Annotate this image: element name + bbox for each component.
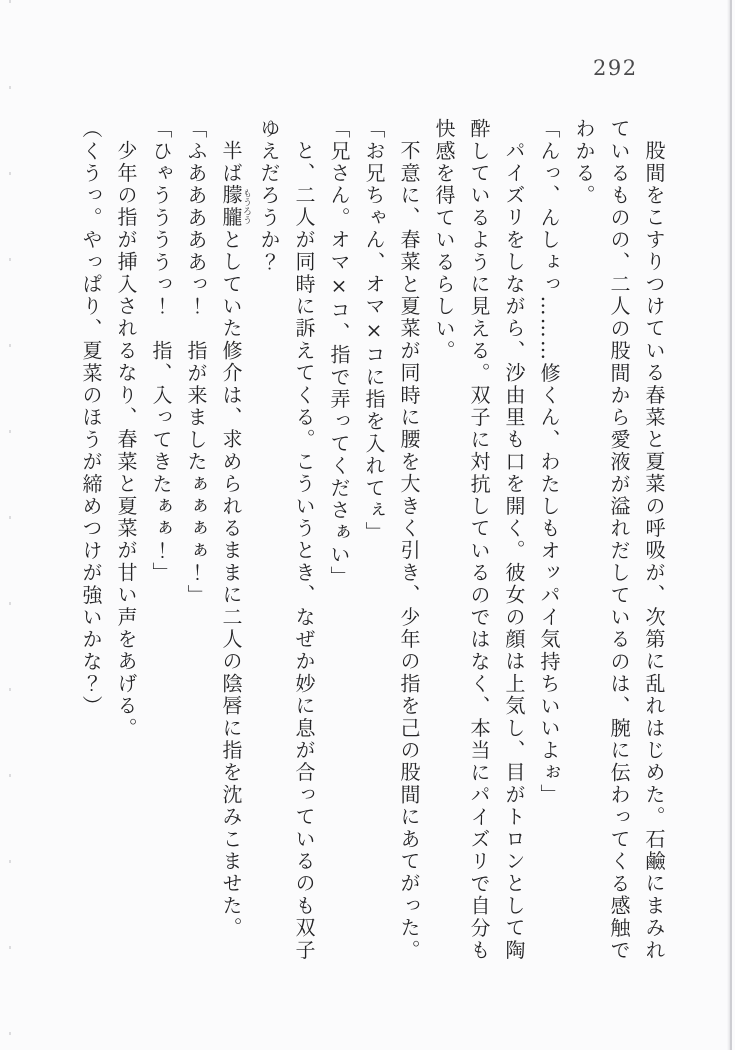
- text-line: 「ふあああああっ！ 指が来ましたぁぁぁぁ！」: [184, 118, 208, 607]
- text-line: 「ひゃううううっ！ 指、入ってきたぁぁ！」: [149, 118, 173, 585]
- text-line: 「んっ、んしょっ………修くん、わたしもオッパイ気持ちいいよぉ」: [537, 118, 561, 807]
- text-line: 股間をこすりつけている春菜と夏菜の呼吸が、次第に乱れはじめた。石鹼にまみれ: [642, 140, 666, 962]
- novel-text: [73, 118, 671, 994]
- text-line: 半ば朦朧もうろうとしていた修介は、求められるままに二人の陰唇に指を沈みこませた。: [219, 140, 251, 940]
- text-line: ゆえだろうか？: [257, 118, 281, 274]
- page-edge-line: [730, 0, 732, 1050]
- text-line: わかる。: [572, 118, 596, 207]
- binding-edge-marks: [9, 0, 11, 1050]
- text-line: 「お兄ちゃん、オマ×コに指を入れてぇ」: [362, 118, 386, 544]
- text-line: 快感を得ているらしい。: [432, 118, 456, 363]
- ruby-annotated-word: 朦朧もうろう: [219, 184, 251, 229]
- text-line: 酔しているように見える。双子に対抗しているのではなく、本当にパイズリで自分も: [467, 118, 491, 962]
- text-line: と、二人が同時に訴えてくる。こういうとき、なぜか妙に息が合っているのも双子: [292, 140, 316, 962]
- text-line: パイズリをしながら、沙由里も口を開く。彼女の顔は上気し、目がトロンとして陶: [502, 140, 526, 962]
- page-number: 292: [593, 56, 638, 80]
- text-line: 「兄さん。オマ×コ、指で弄ってくださぁい」: [327, 118, 351, 589]
- text-line: ているものの、二人の股間から愛液が溢れだしているのは、腕に伝わってくる感触で: [607, 118, 631, 962]
- text-line: 少年の指が挿入されるなり、春菜と夏菜が甘い声をあげる。: [114, 140, 138, 740]
- text-line: （くうっ。やっぱり、夏菜のほうが締めつけが強いかな？）: [79, 118, 103, 718]
- text-line: 不意に、春菜と夏菜が同時に腰を大きく引き、少年の指を己の股間にあてがった。: [397, 140, 421, 962]
